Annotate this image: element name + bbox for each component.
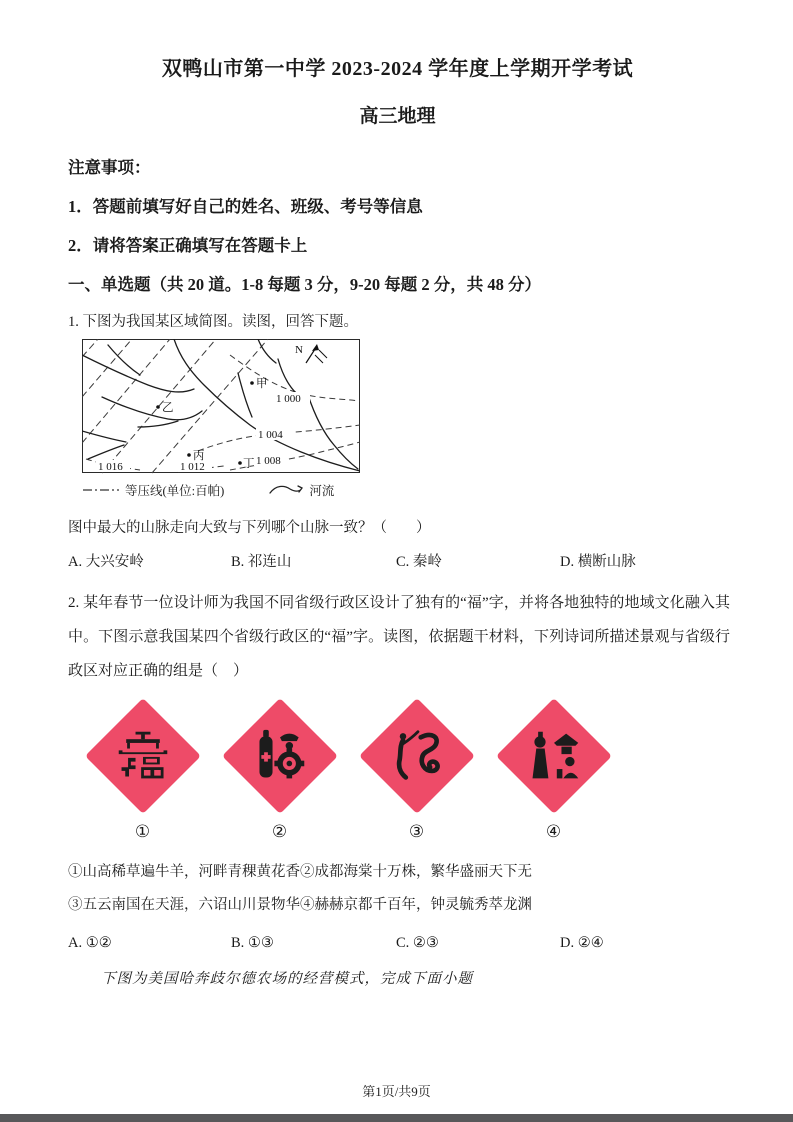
figure-number-3: ③ <box>408 822 425 841</box>
legend-isobar-label: 等压线(单位:百帕) <box>125 484 225 498</box>
legend-isobar <box>82 481 224 499</box>
isobar-label-1016: 1 016 <box>98 461 123 473</box>
page-number: 第1页/共9页 <box>362 1084 431 1099</box>
isobar-diagonal-lines <box>82 339 268 473</box>
question-3-intro: 下图为美国哈奔歧尔德农场的经营模式，完成下面小题 <box>101 971 473 987</box>
question-2-stem: 2. 某年春节一位设计师为我国不同省级行政区设计了独有的“福”字，并将各地独特的地域文化融入其中。下图示意我国某四个省级行政区的“福”字。读图，依据题干材料，下列诗词所描述景观与省级行政区对应正确的组是（ ） <box>68 595 730 679</box>
river-line-icon <box>268 483 304 497</box>
notice-heading: 注意事项： <box>68 158 151 177</box>
q2-option-c: C. ②③ <box>396 935 439 951</box>
page-subtitle: 高三地理 <box>359 106 436 127</box>
fu-figure-3 <box>348 698 485 842</box>
fu-diamond-3 <box>359 698 475 814</box>
section-heading: 一、单选题（共 20 道。1-8 每题 3 分，9-20 每题 2 分，共 48 分） <box>68 275 541 294</box>
svg-text:N: N <box>295 344 303 356</box>
fu-diamond-2 <box>222 698 338 814</box>
legend-river <box>268 481 334 499</box>
north-arrow-icon <box>295 344 327 363</box>
figure-number-2: ② <box>271 822 288 841</box>
q1-option-b: B. 祁连山 <box>231 554 292 570</box>
isobar-label-1008: 1 008 <box>256 455 281 467</box>
region-map-figure <box>82 339 360 499</box>
poem-line-1: ①山高稀草遍牛羊，河畔青稞黄花香②成都海棠十万株，繁华盛丽天下无 <box>68 864 532 880</box>
q2-option-d: D. ②④ <box>560 935 604 951</box>
legend-river-label: 河流 <box>309 484 335 498</box>
isobar-curved-lines <box>86 355 360 472</box>
fu-character-figures <box>74 698 727 842</box>
fu-figure-1 <box>74 698 211 842</box>
question-1-stem: 图中最大的山脉走向大致与下列哪个山脉一致？（ ） <box>68 520 431 536</box>
fu-character-2-icon <box>252 728 308 784</box>
map-legend <box>82 481 360 499</box>
point-label-ding: 丁 <box>243 458 255 470</box>
notice-item-1: 1．答题前填写好自己的姓名、班级、考号等信息 <box>68 197 423 216</box>
fu-character-1-icon <box>115 728 171 784</box>
q1-option-a: A. 大兴安岭 <box>68 554 144 570</box>
bottom-gray-bar <box>0 1114 793 1122</box>
q2-option-a: A. ①② <box>68 935 112 951</box>
fu-figure-4 <box>485 698 622 842</box>
q1-option-c: C. 秦岭 <box>396 554 442 570</box>
figure-number-1: ① <box>134 822 151 841</box>
figure-number-4: ④ <box>545 822 562 841</box>
isobar-label-1000: 1 000 <box>276 393 301 405</box>
isobar-line-icon <box>82 485 120 495</box>
page-title: 双鸭山市第一中学 2023-2024 学年度上学期开学考试 <box>161 58 634 80</box>
question-1-intro: 1. 下图为我国某区域简图。读图，回答下题。 <box>68 314 358 330</box>
question-2-options <box>68 935 727 952</box>
contour-map-image <box>82 339 360 477</box>
point-label-bing: 丙 <box>193 450 205 462</box>
isobar-label-1004: 1 004 <box>258 429 283 441</box>
point-label-yi: 乙 <box>162 402 174 414</box>
point-label-jia: 甲 <box>256 378 268 390</box>
notice-item-2: 2．请将答案正确填写在答题卡上 <box>68 236 308 255</box>
q1-option-d: D. 横断山脉 <box>560 554 636 570</box>
poem-lines <box>68 856 727 922</box>
fu-diamond-4 <box>496 698 612 814</box>
fu-figure-2 <box>211 698 348 842</box>
fu-diamond-1 <box>85 698 201 814</box>
poem-line-2: ③五云南国在天涯，六诏山川景物华④赫赫京都千百年，钟灵毓秀萃龙渊 <box>68 897 532 913</box>
question-1-options <box>68 550 727 571</box>
fu-character-3-icon <box>389 728 445 784</box>
q2-option-b: B. ①③ <box>231 935 274 951</box>
isobar-label-1012: 1 012 <box>180 461 205 473</box>
fu-character-4-icon <box>526 728 582 784</box>
